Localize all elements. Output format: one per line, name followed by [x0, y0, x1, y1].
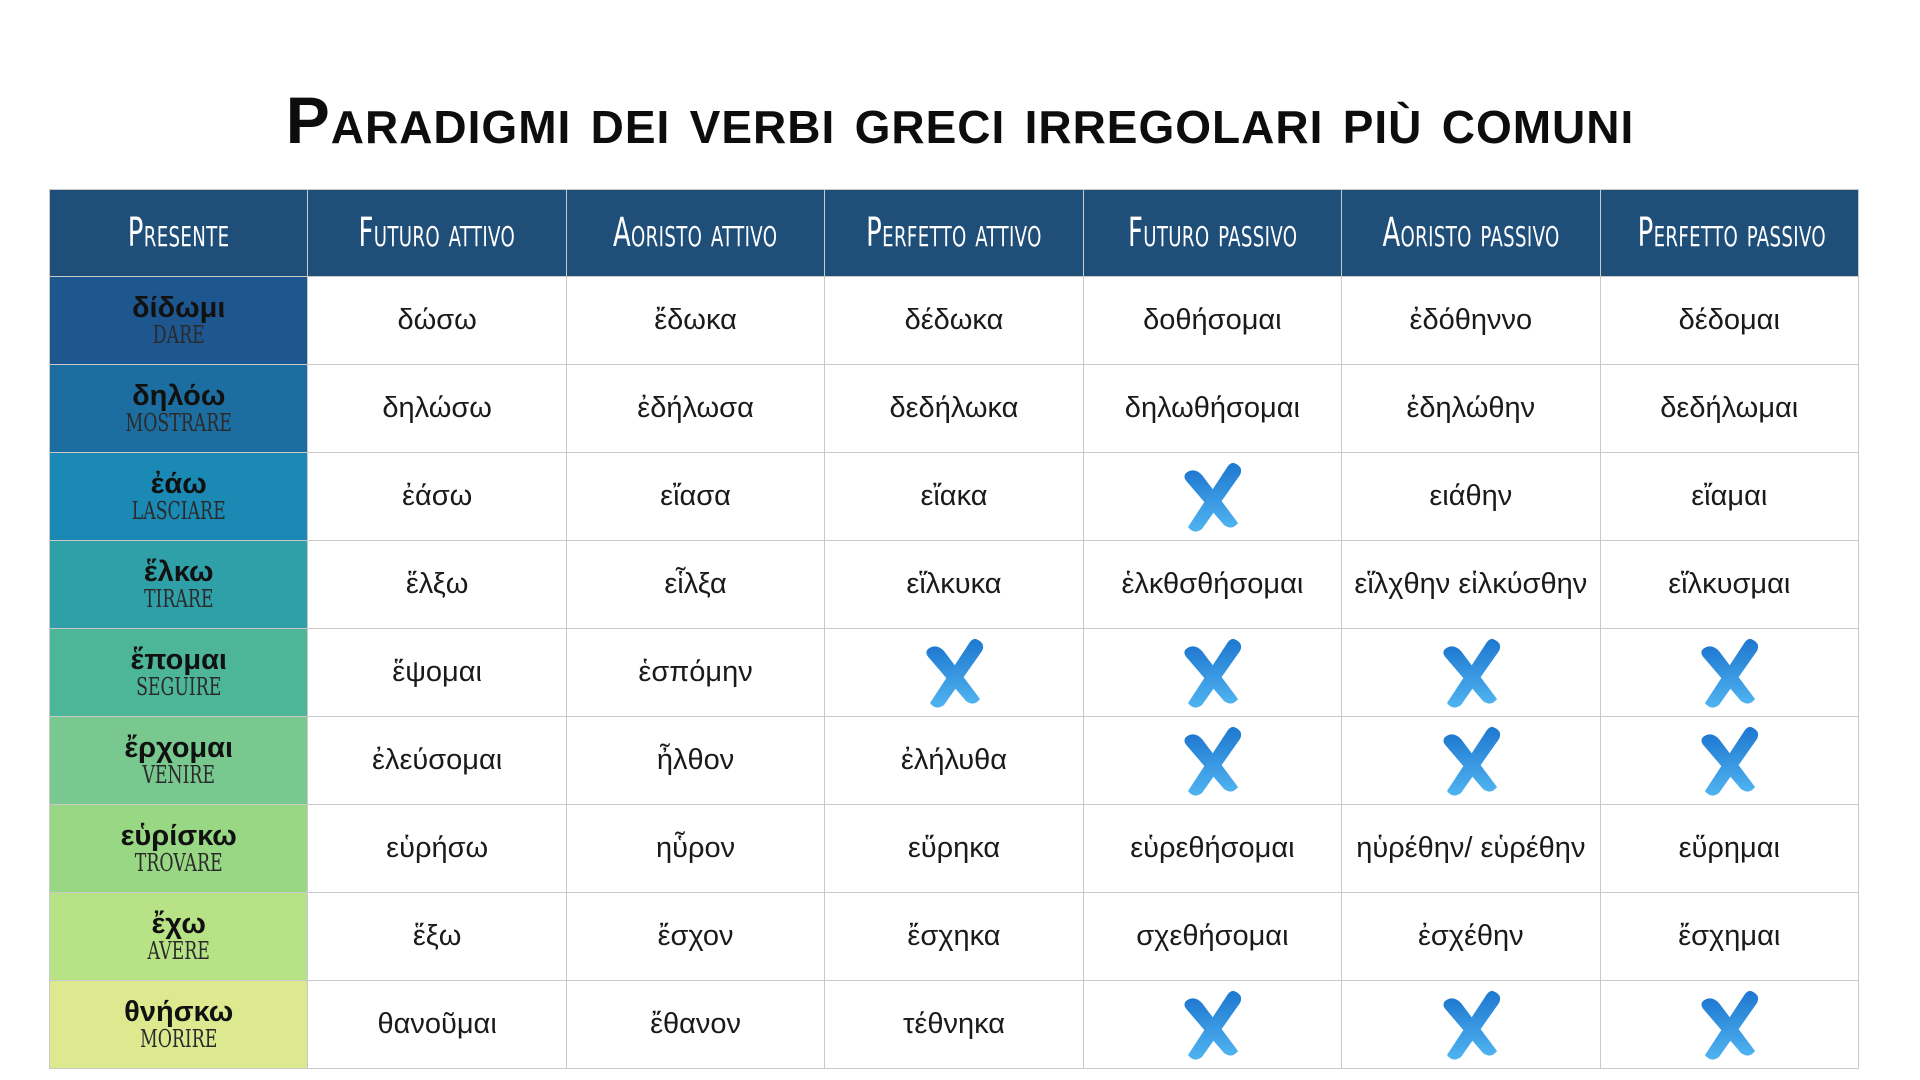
- verb-lemma: ἔρχομαι: [124, 731, 234, 764]
- verb-meaning: MORIRE: [140, 1025, 218, 1054]
- missing-form-cell: [1083, 717, 1341, 805]
- table-row: [50, 629, 1859, 717]
- verb-lemma: ἕπομαι: [130, 643, 227, 676]
- column-header: [308, 190, 566, 277]
- form-cell: ἔσχημαι: [1600, 893, 1858, 981]
- form-cell: ἔθανον: [566, 981, 824, 1069]
- form-cell: εἴασα: [566, 453, 824, 541]
- table-row: [50, 453, 1859, 541]
- form-cell: δέδωκα: [825, 277, 1083, 365]
- column-header: [1342, 190, 1600, 277]
- verb-cell: [50, 629, 308, 717]
- form-cell: δεδήλωκα: [825, 365, 1083, 453]
- missing-form-cell: [1600, 981, 1858, 1069]
- form-cell: ἕξω: [308, 893, 566, 981]
- form-cell: ἑλκθσθήσομαι: [1083, 541, 1341, 629]
- form-cell: σχεθήσομαι: [1083, 893, 1341, 981]
- verb-cell: [50, 981, 308, 1069]
- verb-lemma: ἔχω: [151, 907, 206, 940]
- column-header-label: Perfetto passivo: [1637, 210, 1826, 256]
- verb-cell: [50, 805, 308, 893]
- table-row: [50, 365, 1859, 453]
- missing-form-cell: [1342, 717, 1600, 805]
- form-cell: ἔσχον: [566, 893, 824, 981]
- form-cell: δέδομαι: [1600, 277, 1858, 365]
- cross-mark-icon: [1431, 721, 1511, 801]
- verb-meaning: SEGUIRE: [136, 673, 222, 702]
- verb-meaning: TIRARE: [143, 585, 214, 614]
- form-cell: ἐδηλώθην: [1342, 365, 1600, 453]
- form-cell: ειάθην: [1342, 453, 1600, 541]
- table-row: [50, 541, 1859, 629]
- form-cell: δοθήσομαι: [1083, 277, 1341, 365]
- verb-lemma: δίδωμι: [131, 291, 226, 324]
- column-header-label: Aoristo passivo: [1382, 210, 1560, 256]
- form-cell: ἐάσω: [308, 453, 566, 541]
- form-cell: ἕλξω: [308, 541, 566, 629]
- form-cell: ἐσχέθην: [1342, 893, 1600, 981]
- form-cell: ἐδόθηννο: [1342, 277, 1600, 365]
- column-header-label: Futuro passivo: [1127, 210, 1298, 256]
- cross-mark-icon: [1689, 633, 1769, 713]
- form-cell: δηλωθήσομαι: [1083, 365, 1341, 453]
- form-cell: δεδήλωμαι: [1600, 365, 1858, 453]
- table-body: [50, 277, 1859, 1069]
- form-cell: εἵλχθην εἱλκύσθην: [1342, 541, 1600, 629]
- form-cell: ἐλεύσομαι: [308, 717, 566, 805]
- verb-meaning: AVERE: [147, 937, 210, 966]
- verb-cell: [50, 277, 308, 365]
- form-cell: ἕψομαι: [308, 629, 566, 717]
- cross-mark-icon: [1172, 457, 1252, 537]
- missing-form-cell: [1600, 717, 1858, 805]
- form-cell: ἦλθον: [566, 717, 824, 805]
- table-row: [50, 277, 1859, 365]
- form-cell: εὕρηκα: [825, 805, 1083, 893]
- missing-form-cell: [1600, 629, 1858, 717]
- form-cell: ἔδωκα: [566, 277, 824, 365]
- table-row: [50, 805, 1859, 893]
- verb-meaning: VENIRE: [142, 761, 216, 790]
- header-row: [50, 190, 1859, 277]
- missing-form-cell: [1083, 453, 1341, 541]
- table-row: [50, 981, 1859, 1069]
- form-cell: εἵλκυσμαι: [1600, 541, 1858, 629]
- form-cell: εὕρημαι: [1600, 805, 1858, 893]
- missing-form-cell: [1342, 629, 1600, 717]
- missing-form-cell: [1342, 981, 1600, 1069]
- form-cell: εὑρήσω: [308, 805, 566, 893]
- cross-mark-icon: [1689, 721, 1769, 801]
- form-cell: εἴαμαι: [1600, 453, 1858, 541]
- table-row: [50, 717, 1859, 805]
- column-header: [566, 190, 824, 277]
- missing-form-cell: [1083, 981, 1341, 1069]
- verb-meaning: LASCIARE: [131, 497, 226, 526]
- cross-mark-icon: [1431, 633, 1511, 713]
- form-cell: εἵλκυκα: [825, 541, 1083, 629]
- form-cell: ἑσπόμην: [566, 629, 824, 717]
- verb-meaning: MOSTRARE: [125, 409, 232, 438]
- verb-meaning: TROVARE: [134, 849, 223, 878]
- form-cell: δηλώσω: [308, 365, 566, 453]
- form-cell: εὑρεθήσομαι: [1083, 805, 1341, 893]
- verb-cell: [50, 453, 308, 541]
- missing-form-cell: [825, 629, 1083, 717]
- cross-mark-icon: [1172, 985, 1252, 1065]
- column-header-label: Perfetto attivo: [866, 210, 1042, 256]
- form-cell: ηὗρον: [566, 805, 824, 893]
- verb-lemma: ἐάω: [150, 467, 207, 500]
- form-cell: ἐδήλωσα: [566, 365, 824, 453]
- column-header: [50, 190, 308, 277]
- column-header-label: Aoristo attivo: [613, 210, 778, 256]
- form-cell: δώσω: [308, 277, 566, 365]
- verb-meaning: DARE: [152, 321, 205, 350]
- column-header: [1083, 190, 1341, 277]
- form-cell: εἷλξα: [566, 541, 824, 629]
- form-cell: ἔσχηκα: [825, 893, 1083, 981]
- column-header-label: Presente: [127, 210, 230, 256]
- verb-cell: [50, 717, 308, 805]
- verb-lemma: εὑρίσκω: [120, 819, 237, 852]
- verb-cell: [50, 541, 308, 629]
- verb-cell: [50, 365, 308, 453]
- cross-mark-icon: [1431, 985, 1511, 1065]
- form-cell: θανοῦμαι: [308, 981, 566, 1069]
- verb-lemma: δηλόω: [132, 379, 226, 412]
- form-cell: ἐλήλυθα: [825, 717, 1083, 805]
- column-header-label: Futuro attivo: [358, 210, 516, 256]
- form-cell: ηὑρέθην/ εὑρέθην: [1342, 805, 1600, 893]
- verb-lemma: ἕλκω: [143, 555, 214, 588]
- cross-mark-icon: [1689, 985, 1769, 1065]
- cross-mark-icon: [1172, 633, 1252, 713]
- form-cell: τέθνηκα: [825, 981, 1083, 1069]
- verb-lemma: θνήσκω: [124, 995, 234, 1028]
- form-cell: εἴακα: [825, 453, 1083, 541]
- column-header: [825, 190, 1083, 277]
- verb-paradigm-table: [49, 189, 1859, 1069]
- verb-cell: [50, 893, 308, 981]
- table-row: [50, 893, 1859, 981]
- missing-form-cell: [1083, 629, 1341, 717]
- cross-mark-icon: [914, 633, 994, 713]
- column-header: [1600, 190, 1858, 277]
- page-title: Paradigmi dei verbi greci irregolari più comuni: [285, 83, 1635, 157]
- cross-mark-icon: [1172, 721, 1252, 801]
